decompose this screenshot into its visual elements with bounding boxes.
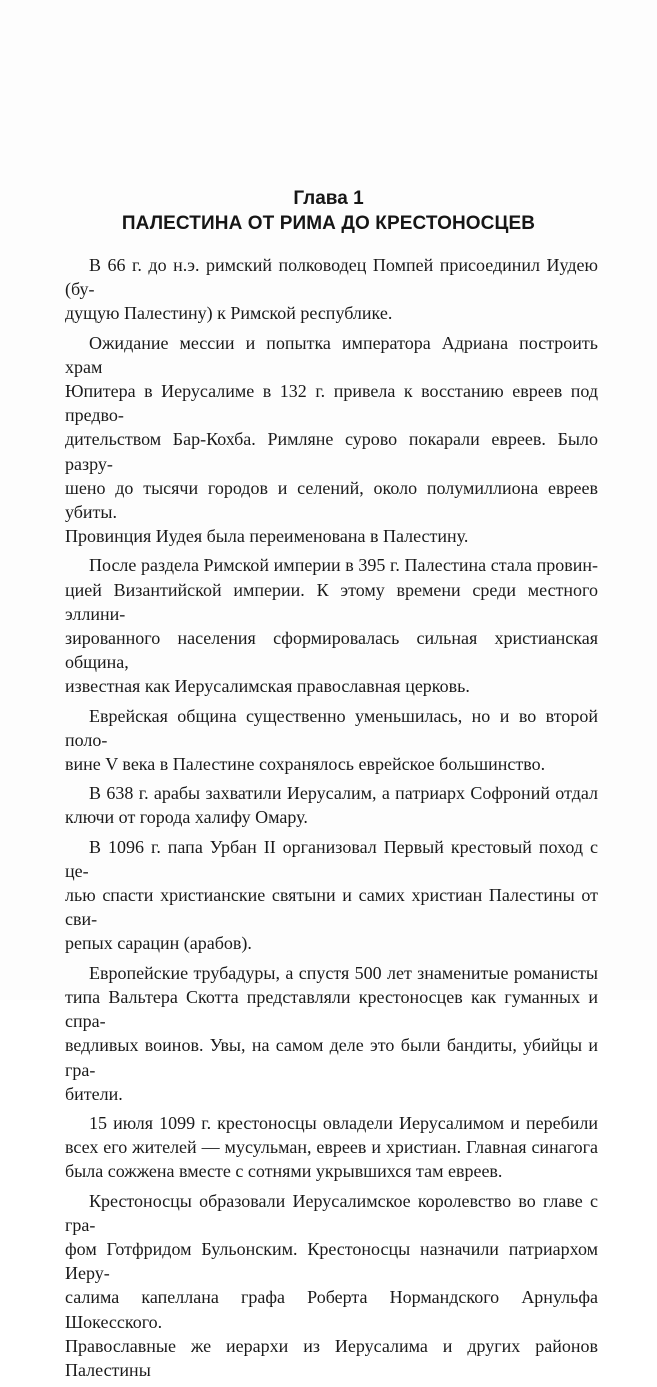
paragraph — [65, 1189, 598, 1383]
paragraph — [65, 553, 598, 698]
paragraph — [65, 331, 598, 549]
paragraph — [65, 704, 598, 777]
paragraph — [65, 1111, 598, 1184]
text-line: Юпитера в Иерусалиме в 132 г. привела к восстанию евреев под предво- — [65, 381, 598, 426]
chapter-label: Глава 1 — [293, 188, 364, 209]
text-line: цией Византийской империи. К этому времени среди местного эллини- — [65, 579, 598, 624]
paragraph — [65, 253, 598, 326]
text-line: бители. — [65, 1083, 123, 1104]
paragraph — [65, 961, 598, 1106]
text-line: зированного населения сформировалась сильная христианская община, — [65, 628, 598, 673]
text-line: В 638 г. арабы захватили Иерусалим, а патриарх Софроний отдал — [89, 783, 598, 804]
text-line: Еврейская община существенно уменьшилась, но и во второй поло- — [65, 705, 598, 750]
text-line: В 66 г. до н.э. римский полководец Помпей присоединил Иудею (бу- — [65, 255, 598, 300]
text-line: В 1096 г. папа Урбан II организовал Первый крестовый поход с це- — [65, 836, 598, 881]
text-line: всех его жителей — мусульман, евреев и христиан. Главная синагога — [65, 1137, 598, 1158]
text-line: После раздела Римской империи в 395 г. Палестина стала провин- — [89, 555, 598, 576]
paragraph — [65, 835, 598, 956]
text-line: ведливых воинов. Увы, на самом деле это были бандиты, убийцы и гра- — [65, 1035, 598, 1080]
text-line: Европейские трубадуры, а спустя 500 лет знаменитые романисты — [89, 962, 598, 983]
text-line: фом Готфридом Бульонским. Крестоносцы назначили патриархом Иеру- — [65, 1238, 598, 1284]
text-line: репых сарацин (арабов). — [65, 933, 252, 954]
text-line: шено до тысячи городов и селений, около полумиллиона евреев убиты. — [65, 477, 598, 523]
text-line: типа Вальтера Скотта представляли крестоносцев как гуманных и спра- — [65, 986, 598, 1032]
text-line: дущую Палестину) к Римской республике. — [65, 303, 393, 324]
text-line: Провинция Иудея была переименована в Палестину. — [65, 526, 469, 547]
chapter-title: ПАЛЕСТИНА ОТ РИМА ДО КРЕСТОНОСЦЕВ — [121, 213, 536, 234]
text-line: Ожидание мессии и попытка императора Адриана построить храм — [65, 332, 598, 377]
text-line: вине V века в Палестине сохранялось еврейское большинство. — [65, 754, 546, 775]
text-line: известная как Иерусалимская православная церковь. — [65, 676, 470, 697]
text-line: салима капеллана графа Роберта Нормандского Арнульфа Шокесского. — [65, 1287, 598, 1332]
paragraph — [65, 781, 598, 829]
text-line: дительством Бар-Кохба. Римляне сурово покарали евреев. Было разру- — [65, 429, 598, 474]
text-line: 15 июля 1099 г. крестоносцы овладели Иерусалимом и перебили — [89, 1112, 598, 1133]
body-text — [65, 253, 598, 1387]
text-line: была сожжена вместе с сотнями укрывшихся там евреев. — [65, 1161, 503, 1182]
text-line: Крестоносцы образовали Иерусалимское королевство во главе с гра- — [65, 1190, 598, 1235]
text-line: лью спасти христианские святыни и самих христиан Палестины от сви- — [65, 885, 598, 930]
chapter-heading — [60, 186, 597, 236]
text-line: Православные же иерархи из Иерусалима и других районов Палестины — [65, 1335, 598, 1380]
text-line: ключи от города халифу Омару. — [65, 807, 308, 828]
